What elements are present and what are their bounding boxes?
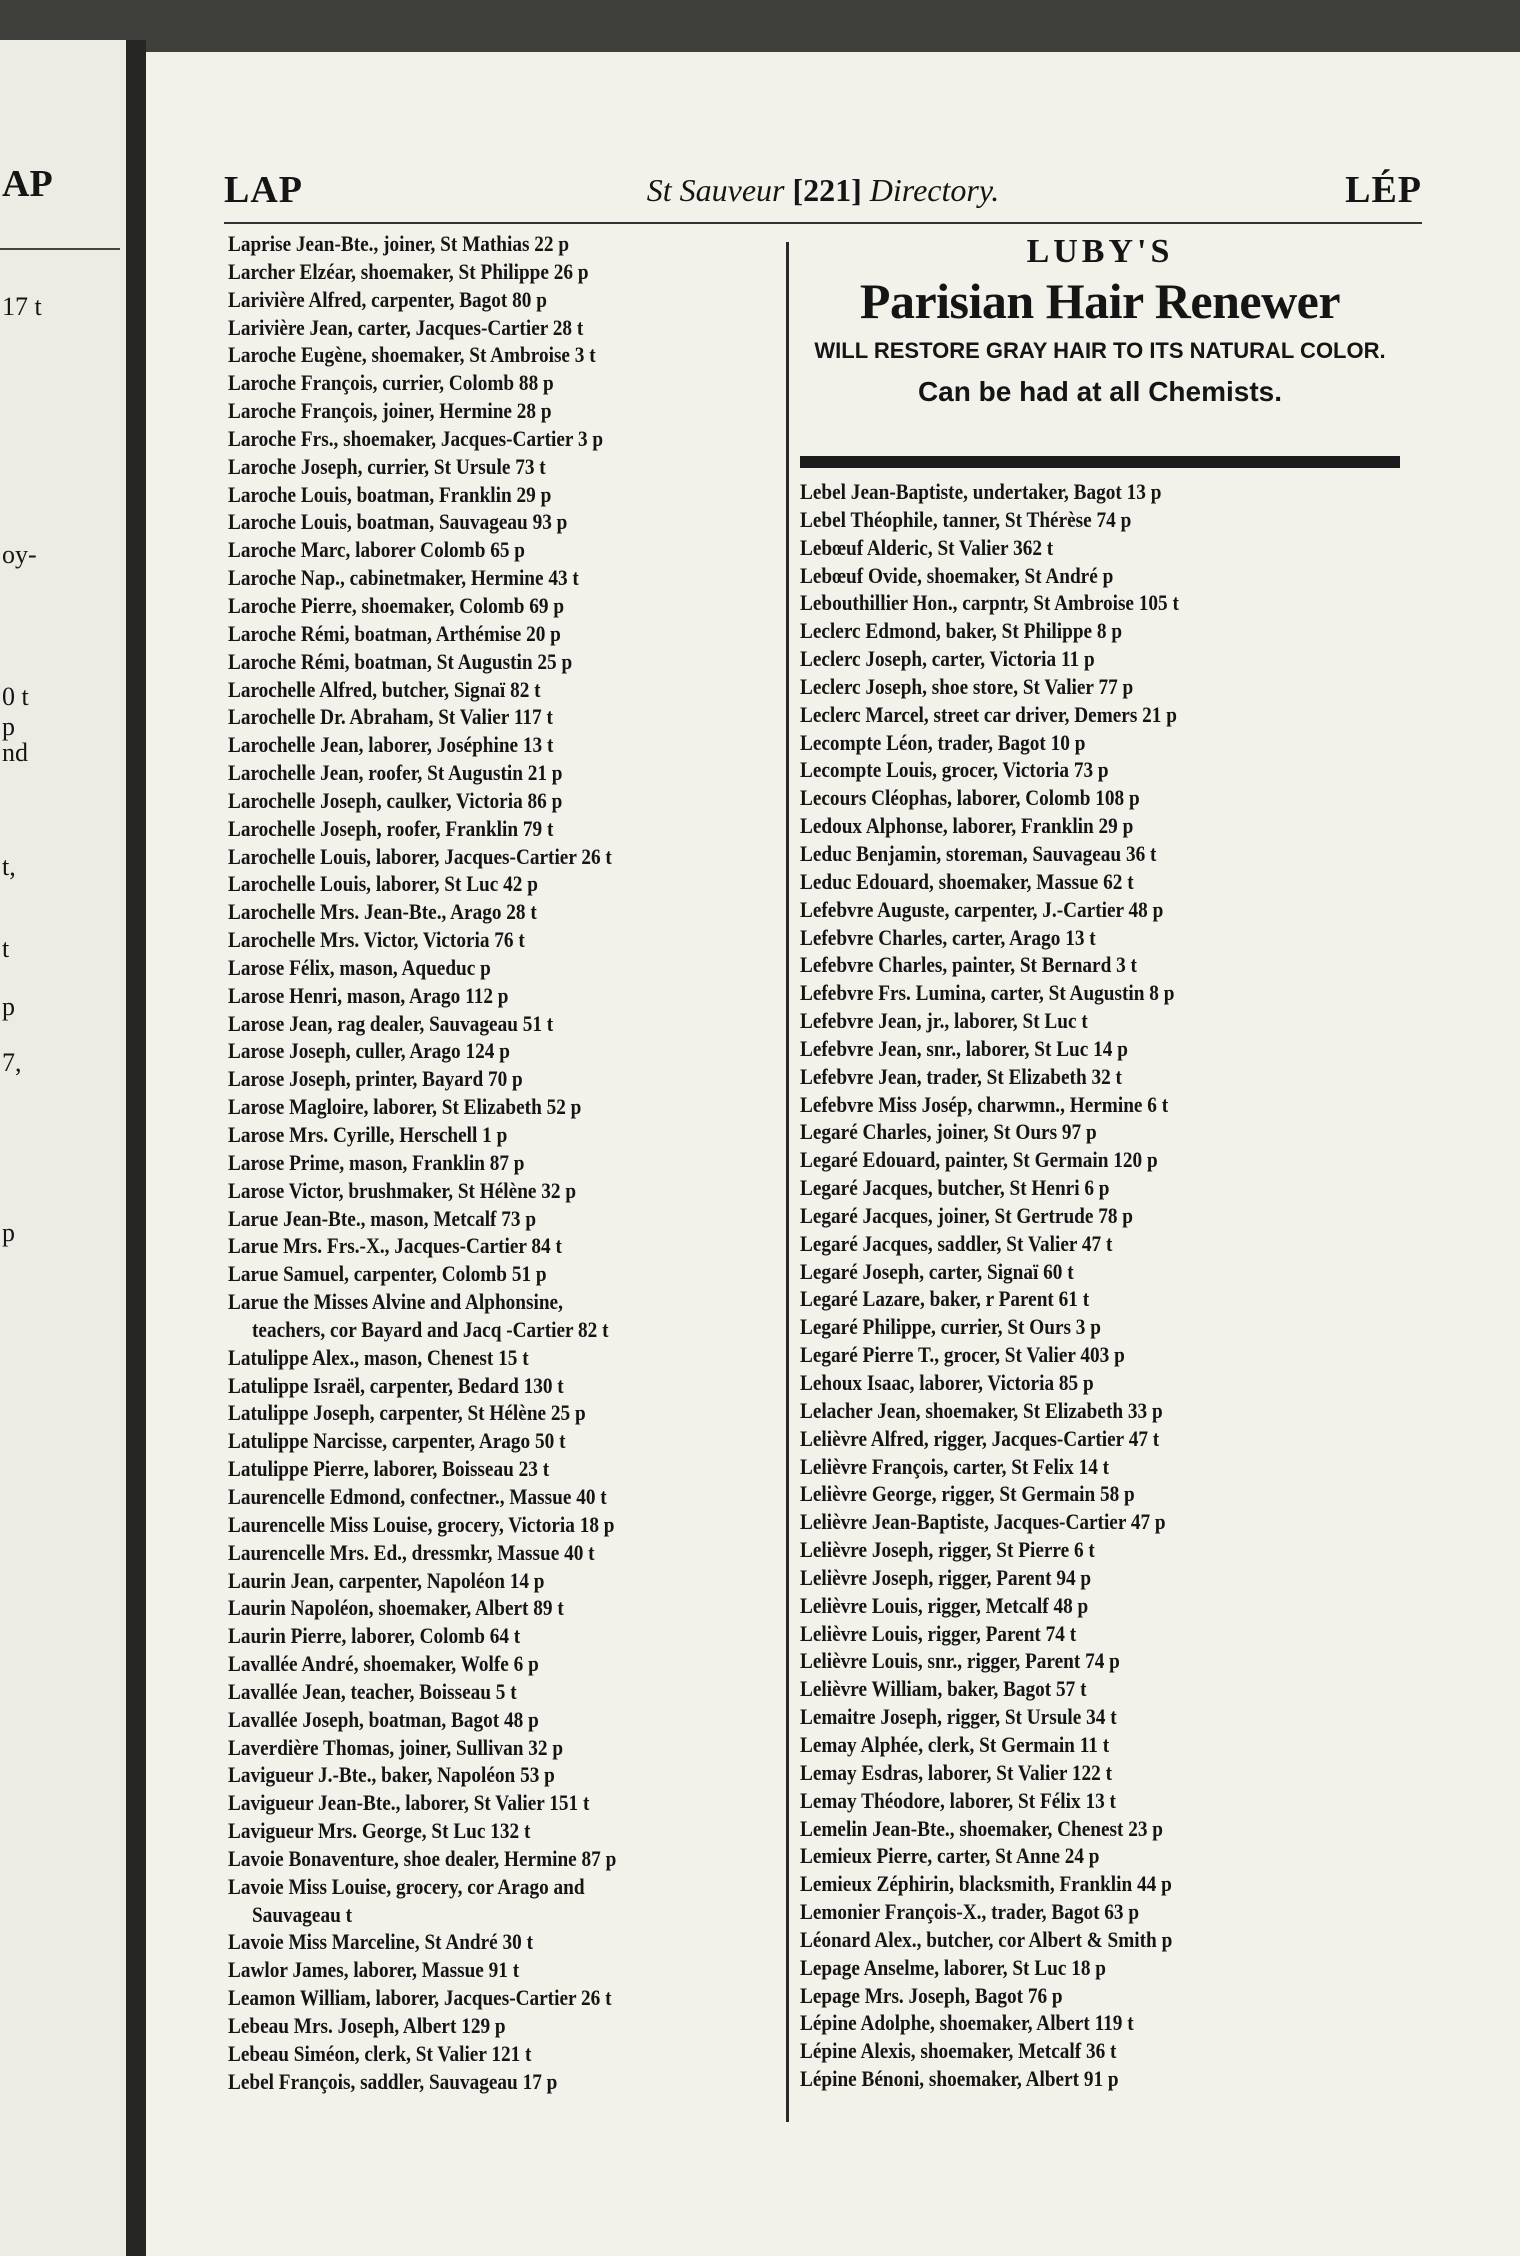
- directory-entry: [800, 1285, 1400, 1313]
- directory-entry: [800, 1118, 1400, 1146]
- directory-entry-text: Larivière Alfred, carpenter, Bagot 80 p: [228, 286, 547, 312]
- directory-entry-text: Lebeau Siméon, clerk, St Valier 121 t: [228, 2040, 532, 2066]
- directory-entry: [800, 812, 1400, 840]
- directory-entry-text: Lehoux Isaac, laborer, Victoria 85 p: [800, 1370, 1094, 1395]
- directory-entry-text: Larochelle Alfred, butcher, Signaï 82 t: [228, 676, 541, 702]
- directory-entry: [228, 1288, 784, 1316]
- directory-entry: [228, 1316, 784, 1344]
- directory-entry-text: Larochelle Mrs. Jean-Bte., Arago 28 t: [228, 899, 537, 925]
- header-title: [224, 172, 1422, 209]
- directory-entry: [228, 425, 784, 453]
- directory-entry: [800, 1536, 1400, 1564]
- book-spine: [126, 40, 146, 2256]
- header-title-before: St Sauveur: [646, 172, 793, 208]
- directory-entry-text: Laroche Pierre, shoemaker, Colomb 69 p: [228, 592, 565, 618]
- directory-entry: [228, 1232, 784, 1260]
- directory-entry-text: Lemieux Zéphirin, blacksmith, Franklin 44 p: [800, 1871, 1172, 1897]
- directory-entry: [800, 2037, 1400, 2065]
- directory-entry: [228, 314, 784, 342]
- directory-entry-text: Latulippe Israël, carpenter, Bedard 130 t: [228, 1372, 564, 1398]
- directory-entry: [800, 1258, 1400, 1286]
- directory-entry-text: Laverdière Thomas, joiner, Sullivan 32 p: [228, 1734, 564, 1760]
- directory-entry: [800, 1731, 1400, 1759]
- directory-entry: [228, 1121, 784, 1149]
- directory-entry: [228, 592, 784, 620]
- directory-entry: [800, 1564, 1400, 1592]
- directory-entry-text: Legaré Joseph, carter, Signaï 60 t: [800, 1258, 1074, 1284]
- directory-entry-text: Lepage Mrs. Joseph, Bagot 76 p: [800, 1982, 1063, 2008]
- previous-page-fragment: oy-: [2, 540, 37, 569]
- directory-entry-text: teachers, cor Bayard and Jacq -Cartier 82 t: [252, 1316, 609, 1342]
- directory-entry-text: Lelièvre François, carter, St Felix 14 t: [800, 1453, 1110, 1479]
- ad-brand: LUBY'S: [1026, 233, 1174, 270]
- directory-entry: [228, 1149, 784, 1177]
- directory-entry: [800, 1397, 1400, 1425]
- directory-entry-text: Larue Samuel, carpenter, Colomb 51 p: [228, 1261, 547, 1287]
- directory-entry-text: Lelièvre Joseph, rigger, Parent 94 p: [800, 1564, 1092, 1590]
- directory-entry: [800, 1815, 1400, 1843]
- directory-entry-text: Lelièvre Jean-Baptiste, Jacques-Cartier 47 p: [800, 1509, 1166, 1535]
- directory-entry: [228, 1567, 784, 1595]
- directory-entry: [228, 1873, 784, 1901]
- directory-entry: [228, 230, 784, 258]
- directory-entry-text: Lemaitre Joseph, rigger, St Ursule 34 t: [800, 1704, 1117, 1730]
- directory-entry: [800, 1313, 1400, 1341]
- directory-entry: [800, 1202, 1400, 1230]
- directory-entry-text: Legaré Jacques, saddler, St Valier 47 t: [800, 1230, 1113, 1256]
- directory-entry-text: Lebœuf Ovide, shoemaker, St André p: [800, 562, 1114, 588]
- directory-entry-text: Sauvageau t: [252, 1901, 353, 1927]
- directory-entry-text: Lelièvre George, rigger, St Germain 58 p: [800, 1481, 1135, 1507]
- directory-entry-text: Latulippe Alex., mason, Chenest 15 t: [228, 1344, 529, 1370]
- directory-entry: [800, 478, 1400, 506]
- directory-entry-text: Lavoie Bonaventure, shoe dealer, Hermine 87 p: [228, 1845, 617, 1871]
- directory-entry-text: Legaré Jacques, butcher, St Henri 6 p: [800, 1175, 1110, 1201]
- directory-entry: [800, 1926, 1400, 1954]
- directory-entry-text: Leduc Edouard, shoemaker, Massue 62 t: [800, 868, 1134, 894]
- directory-entry: [228, 676, 784, 704]
- directory-entry-text: Laurencelle Edmond, confectner., Massue 40 t: [228, 1483, 607, 1509]
- directory-entry: [800, 924, 1400, 952]
- directory-entry: [228, 1455, 784, 1483]
- directory-entry-text: Larochelle Mrs. Victor, Victoria 76 t: [228, 927, 525, 953]
- directory-entry-text: Lavoie Miss Louise, grocery, cor Arago and: [228, 1873, 585, 1899]
- directory-entry-text: Larochelle Jean, roofer, St Augustin 21 p: [228, 760, 563, 786]
- directory-entry: [228, 703, 784, 731]
- directory-entry-text: Lavigueur J.-Bte., baker, Napoléon 53 p: [228, 1762, 555, 1788]
- directory-entry-text: Laurin Napoléon, shoemaker, Albert 89 t: [228, 1595, 564, 1621]
- directory-entry: [228, 815, 784, 843]
- directory-entry: [800, 951, 1400, 979]
- directory-entry: [228, 1734, 784, 1762]
- previous-page-header: AP: [2, 163, 53, 205]
- directory-entry-text: Lefebvre Jean, trader, St Elizabeth 32 t: [800, 1063, 1122, 1089]
- directory-entry-text: Larose Magloire, laborer, St Elizabeth 52 p: [228, 1094, 582, 1120]
- directory-entry-text: Larochelle Jean, laborer, Joséphine 13 t: [228, 732, 554, 758]
- directory-entry: [800, 562, 1400, 590]
- directory-entry: [228, 898, 784, 926]
- directory-entry-text: Lelièvre Louis, snr., rigger, Parent 74 p: [800, 1648, 1120, 1674]
- directory-entry: [228, 1817, 784, 1845]
- directory-entry-text: Latulippe Pierre, laborer, Boisseau 23 t: [228, 1456, 550, 1482]
- directory-entry: [800, 729, 1400, 757]
- directory-entry: [228, 564, 784, 592]
- directory-entry-text: Lelièvre Louis, rigger, Metcalf 48 p: [800, 1592, 1089, 1618]
- directory-entry: [228, 258, 784, 286]
- directory-entry: [800, 1675, 1400, 1703]
- directory-entry: [800, 1592, 1400, 1620]
- previous-page-fragment: t,: [2, 852, 16, 881]
- header-left-guide-word: LAP: [224, 169, 303, 211]
- directory-entry-text: Legaré Philippe, currier, St Ours 3 p: [800, 1314, 1101, 1340]
- directory-entry-text: Lefebvre Charles, painter, St Bernard 3 t: [800, 952, 1137, 978]
- advertisement-divider-bar: [800, 456, 1400, 468]
- directory-entry: [228, 1483, 784, 1511]
- directory-entry: [800, 1146, 1400, 1174]
- directory-entry-text: Laroche Louis, boatman, Franklin 29 p: [228, 481, 552, 507]
- ad-claim: WILL RESTORE GRAY HAIR TO ITS NATURAL COLOR.: [814, 338, 1386, 363]
- directory-entry-text: Lefebvre Auguste, carpenter, J.-Cartier 48 p: [800, 896, 1164, 922]
- directory-entry: [800, 1508, 1400, 1536]
- directory-entry: [800, 1759, 1400, 1787]
- directory-entry: [228, 1845, 784, 1873]
- previous-page-fragment: 0 t: [2, 682, 29, 711]
- previous-page-edge: [0, 40, 128, 2256]
- directory-entry-text: Legaré Charles, joiner, St Ours 97 p: [800, 1119, 1097, 1145]
- directory-entry: [800, 1230, 1400, 1258]
- directory-entry: [800, 1453, 1400, 1481]
- directory-entry-text: Larose Jean, rag dealer, Sauvageau 51 t: [228, 1010, 554, 1036]
- directory-entry: [228, 2012, 784, 2040]
- header-right-guide-word: LÉP: [1345, 169, 1422, 211]
- directory-entry: [228, 508, 784, 536]
- directory-entry: [800, 1174, 1400, 1202]
- directory-entry-text: Laroche Louis, boatman, Sauvageau 93 p: [228, 509, 568, 535]
- directory-entry: [228, 1427, 784, 1455]
- directory-entry: [228, 1761, 784, 1789]
- directory-entry: [228, 481, 784, 509]
- directory-entry: [228, 1010, 784, 1038]
- directory-entry: [228, 1344, 784, 1372]
- directory-entry: [800, 1870, 1400, 1898]
- directory-entry-text: Larue the Misses Alvine and Alphonsine,: [228, 1289, 563, 1315]
- directory-entry: [228, 1372, 784, 1400]
- directory-entry-text: Lelièvre William, baker, Bagot 57 t: [800, 1676, 1087, 1702]
- directory-entry: [800, 1035, 1400, 1063]
- directory-entry-text: Laurencelle Miss Louise, grocery, Victoria 18 p: [228, 1511, 615, 1537]
- directory-entry-text: Lemay Alphée, clerk, St Germain 11 t: [800, 1731, 1110, 1757]
- directory-entry: [228, 2068, 784, 2096]
- directory-entry-text: Laroche François, currier, Colomb 88 p: [228, 370, 554, 396]
- directory-entry-text: Leclerc Joseph, shoe store, St Valier 77 p: [800, 673, 1134, 699]
- directory-entry-text: Lebœuf Alderic, St Valier 362 t: [800, 534, 1054, 560]
- previous-page-fragment: p: [2, 712, 15, 741]
- directory-entry: [800, 645, 1400, 673]
- directory-entry: [800, 2065, 1400, 2093]
- directory-entry: [800, 868, 1400, 896]
- directory-entry: [228, 870, 784, 898]
- directory-entry: [228, 787, 784, 815]
- directory-entry: [800, 1007, 1400, 1035]
- directory-entry-text: Lavallée Jean, teacher, Boisseau 5 t: [228, 1678, 517, 1704]
- directory-entry: [228, 954, 784, 982]
- directory-entry: [800, 589, 1400, 617]
- directory-entry-text: Lépine Alexis, shoemaker, Metcalf 36 t: [800, 2038, 1117, 2064]
- directory-entry-text: Lépine Bénoni, shoemaker, Albert 91 p: [800, 2066, 1119, 2092]
- directory-entry-text: Larcher Elzéar, shoemaker, St Philippe 26 p: [228, 258, 589, 284]
- directory-entry-text: Larochelle Louis, laborer, Jacques-Cartier 26 t: [228, 843, 612, 869]
- directory-entry-text: Lavallée André, shoemaker, Wolfe 6 p: [228, 1651, 539, 1677]
- directory-entry: [228, 731, 784, 759]
- directory-entry: [228, 1399, 784, 1427]
- directory-entry: [228, 2040, 784, 2068]
- directory-page: [146, 52, 1520, 2256]
- directory-entry: [800, 506, 1400, 534]
- directory-entry: [800, 673, 1400, 701]
- directory-entry-text: Lecompte Léon, trader, Bagot 10 p: [800, 729, 1086, 755]
- directory-entry: [800, 1341, 1400, 1369]
- directory-entry: [228, 1901, 784, 1929]
- advertisement: [800, 232, 1400, 410]
- directory-entry-text: Laroche Rémi, boatman, St Augustin 25 p: [228, 648, 573, 674]
- directory-entry-text: Ledoux Alphonse, laborer, Franklin 29 p: [800, 813, 1134, 839]
- directory-entry: [228, 1539, 784, 1567]
- directory-entry: [800, 1898, 1400, 1926]
- directory-entry-text: Lelièvre Alfred, rigger, Jacques-Cartier 47 t: [800, 1425, 1160, 1451]
- directory-entry-text: Larochelle Joseph, caulker, Victoria 86 p: [228, 787, 563, 813]
- directory-entry: [228, 1678, 784, 1706]
- directory-entry: [800, 1647, 1400, 1675]
- previous-page-fragment: p: [2, 992, 15, 1021]
- directory-entry-text: Larose Félix, mason, Aqueduc p: [228, 954, 491, 980]
- directory-entry: [228, 1065, 784, 1093]
- directory-entry: [228, 1511, 784, 1539]
- ad-product-name: Parisian Hair Renewer: [859, 273, 1341, 329]
- directory-entry-text: Legaré Edouard, painter, St Germain 120 p: [800, 1147, 1158, 1173]
- directory-entry-text: Laurin Pierre, laborer, Colomb 64 t: [228, 1623, 521, 1649]
- directory-entry-text: Laroche Frs., shoemaker, Jacques-Cartier 3 p: [228, 425, 604, 451]
- previous-page-fragment: nd: [2, 738, 28, 767]
- previous-page-fragment: 17 t: [2, 292, 42, 321]
- directory-entry: [228, 453, 784, 481]
- directory-entry: [228, 1622, 784, 1650]
- directory-entry-text: Larose Henri, mason, Arago 112 p: [228, 982, 509, 1008]
- directory-entry: [228, 1205, 784, 1233]
- directory-entry-text: Leclerc Marcel, street car driver, Demers 21 p: [800, 701, 1177, 727]
- directory-entry-text: Legaré Pierre T., grocer, St Valier 403 p: [800, 1342, 1125, 1368]
- column-divider: [786, 242, 789, 2122]
- directory-entry-text: Lemieux Pierre, carter, St Anne 24 p: [800, 1843, 1100, 1869]
- directory-entry: [228, 341, 784, 369]
- directory-entry-text: Lemelin Jean-Bte., shoemaker, Chenest 23 p: [800, 1815, 1164, 1841]
- directory-entry-text: Lebeau Mrs. Joseph, Albert 129 p: [228, 2013, 506, 2038]
- directory-entry: [228, 1706, 784, 1734]
- directory-entry: [228, 843, 784, 871]
- directory-entry: [800, 1425, 1400, 1453]
- directory-entry-text: Laroche Rémi, boatman, Arthémise 20 p: [228, 620, 561, 646]
- directory-entry-text: Leclerc Joseph, carter, Victoria 11 p: [800, 646, 1095, 672]
- directory-entry-text: Larose Prime, mason, Franklin 87 p: [228, 1149, 525, 1175]
- directory-entry-text: Lemay Esdras, laborer, St Valier 122 t: [800, 1759, 1113, 1785]
- previous-page-fragment: t: [2, 934, 10, 963]
- directory-entry: [800, 534, 1400, 562]
- directory-entry-text: Lelièvre Joseph, rigger, St Pierre 6 t: [800, 1537, 1095, 1563]
- running-header: [224, 168, 1422, 218]
- directory-entry-text: Lefebvre Jean, snr., laborer, St Luc 14 p: [800, 1035, 1128, 1061]
- directory-entry-text: Larose Joseph, culler, Arago 124 p: [228, 1038, 510, 1064]
- directory-entry: [800, 896, 1400, 924]
- directory-entry: [228, 648, 784, 676]
- directory-entry: [228, 759, 784, 787]
- directory-entry-text: Leclerc Edmond, baker, St Philippe 8 p: [800, 618, 1123, 644]
- directory-entry: [228, 1260, 784, 1288]
- directory-entry-text: Laroche Marc, laborer Colomb 65 p: [228, 537, 526, 563]
- directory-entry: [228, 1789, 784, 1817]
- directory-entry-text: Larivière Jean, carter, Jacques-Cartier 28 t: [228, 314, 584, 340]
- directory-entry: [228, 369, 784, 397]
- directory-entry-text: Lavallée Joseph, boatman, Bagot 48 p: [228, 1706, 539, 1732]
- directory-entry-text: Legaré Lazare, baker, r Parent 61 t: [800, 1286, 1090, 1312]
- directory-entry: [228, 1093, 784, 1121]
- directory-entry-text: Laroche Nap., cabinetmaker, Hermine 43 t: [228, 565, 579, 591]
- directory-entry-text: Lefebvre Jean, jr., laborer, St Luc t: [800, 1008, 1088, 1034]
- directory-entry: [800, 1787, 1400, 1815]
- directory-entry-text: Laurencelle Mrs. Ed., dressmkr, Massue 40 t: [228, 1539, 595, 1565]
- directory-entry-text: Leduc Benjamin, storeman, Sauvageau 36 t: [800, 840, 1157, 866]
- ad-availability: Can be had at all Chemists.: [917, 376, 1283, 407]
- directory-entry-text: Lepage Anselme, laborer, St Luc 18 p: [800, 1954, 1106, 1980]
- directory-column-left: [228, 230, 784, 2096]
- directory-entry-text: Lavigueur Mrs. George, St Luc 132 t: [228, 1818, 531, 1844]
- previous-page-header-rule: [0, 248, 120, 250]
- directory-entry: [800, 1620, 1400, 1648]
- directory-entry: [228, 397, 784, 425]
- directory-entry-text: Laroche François, joiner, Hermine 28 p: [228, 398, 552, 424]
- directory-entry: [800, 1954, 1400, 1982]
- directory-entry: [228, 1594, 784, 1622]
- directory-entry-text: Larose Mrs. Cyrille, Herschell 1 p: [228, 1122, 508, 1147]
- directory-entry-text: Larochelle Joseph, roofer, Franklin 79 t: [228, 815, 554, 841]
- directory-entry: [800, 701, 1400, 729]
- directory-entry: [800, 756, 1400, 784]
- directory-entry: [228, 1984, 784, 2012]
- directory-entry: [228, 1928, 784, 1956]
- directory-entry: [800, 1480, 1400, 1508]
- directory-entry-text: Lecours Cléophas, laborer, Colomb 108 p: [800, 785, 1140, 811]
- directory-entry-text: Lefebvre Frs. Lumina, carter, St Augustin 8 p: [800, 980, 1175, 1006]
- directory-entry-text: Larue Jean-Bte., mason, Metcalf 73 p: [228, 1205, 537, 1231]
- header-rule: [224, 222, 1422, 224]
- directory-entry-text: Legaré Jacques, joiner, St Gertrude 78 p: [800, 1202, 1134, 1228]
- directory-entry-text: Laprise Jean-Bte., joiner, St Mathias 22 p: [228, 231, 570, 256]
- directory-entry-text: Leamon William, laborer, Jacques-Cartier 26 t: [228, 1985, 612, 2011]
- directory-entry: [228, 1956, 784, 1984]
- directory-entry-text: Larochelle Dr. Abraham, St Valier 117 t: [228, 704, 553, 730]
- directory-entry: [800, 1369, 1400, 1397]
- directory-column-right: [800, 478, 1400, 2093]
- directory-entry: [228, 286, 784, 314]
- directory-entry-text: Lebel François, saddler, Sauvageau 17 p: [228, 2068, 558, 2094]
- directory-entry-text: Larose Joseph, printer, Bayard 70 p: [228, 1066, 523, 1092]
- directory-entry: [228, 982, 784, 1010]
- directory-entry-text: Lelièvre Louis, rigger, Parent 74 t: [800, 1620, 1077, 1646]
- directory-entry: [800, 840, 1400, 868]
- directory-entry: [800, 1091, 1400, 1119]
- directory-entry: [800, 1063, 1400, 1091]
- directory-entry-text: Lelacher Jean, shoemaker, St Elizabeth 33 p: [800, 1397, 1163, 1423]
- directory-entry: [228, 1037, 784, 1065]
- directory-entry-text: Lawlor James, laborer, Massue 91 t: [228, 1957, 520, 1983]
- directory-entry: [800, 979, 1400, 1007]
- directory-entry: [800, 784, 1400, 812]
- directory-entry-text: Lépine Adolphe, shoemaker, Albert 119 t: [800, 2010, 1134, 2036]
- previous-page-fragment: p: [2, 1218, 15, 1247]
- directory-entry-text: Léonard Alex., butcher, cor Albert & Smith p: [800, 1926, 1173, 1952]
- directory-entry: [800, 1842, 1400, 1870]
- directory-entry: [228, 1650, 784, 1678]
- directory-entry: [228, 1177, 784, 1205]
- directory-entry-text: Lavoie Miss Marceline, St André 30 t: [228, 1929, 534, 1955]
- directory-entry-text: Laurin Jean, carpenter, Napoléon 14 p: [228, 1567, 545, 1593]
- directory-entry-text: Lavigueur Jean-Bte., laborer, St Valier 151 t: [228, 1790, 590, 1816]
- directory-entry: [228, 620, 784, 648]
- directory-entry-text: Larochelle Louis, laborer, St Luc 42 p: [228, 871, 538, 897]
- directory-entry: [800, 617, 1400, 645]
- directory-entry-text: Lecompte Louis, grocer, Victoria 73 p: [800, 757, 1109, 783]
- directory-entry-text: Larue Mrs. Frs.-X., Jacques-Cartier 84 t: [228, 1233, 562, 1259]
- directory-entry-text: Lebel Jean-Baptiste, undertaker, Bagot 13 p: [800, 479, 1162, 504]
- directory-entry-text: Lefebvre Miss Josép, charwmn., Hermine 6 t: [800, 1091, 1169, 1117]
- page-number: [221]: [792, 172, 862, 208]
- directory-entry-text: Lefebvre Charles, carter, Arago 13 t: [800, 924, 1096, 950]
- previous-page-fragment: 7,: [2, 1048, 22, 1077]
- directory-entry-text: Lemay Théodore, laborer, St Félix 13 t: [800, 1787, 1116, 1813]
- header-title-after: Directory.: [861, 172, 1000, 208]
- directory-entry: [800, 1982, 1400, 2010]
- directory-entry: [800, 2009, 1400, 2037]
- directory-entry-text: Laroche Eugène, shoemaker, St Ambroise 3 t: [228, 342, 596, 368]
- directory-entry-text: Laroche Joseph, currier, St Ursule 73 t: [228, 453, 546, 479]
- directory-entry: [228, 536, 784, 564]
- directory-entry-text: Lebel Théophile, tanner, St Thérèse 74 p: [800, 506, 1132, 532]
- directory-entry: [800, 1703, 1400, 1731]
- directory-entry: [228, 926, 784, 954]
- directory-entry-text: Lemonier François-X., trader, Bagot 63 p: [800, 1899, 1140, 1925]
- directory-entry-text: Latulippe Joseph, carpenter, St Hélène 25 p: [228, 1400, 586, 1426]
- directory-entry-text: Latulippe Narcisse, carpenter, Arago 50 t: [228, 1428, 566, 1454]
- directory-entry-text: Larose Victor, brushmaker, St Hélène 32 p: [228, 1177, 577, 1203]
- directory-entry-text: Lebouthillier Hon., carpntr, St Ambroise 105 t: [800, 590, 1179, 616]
